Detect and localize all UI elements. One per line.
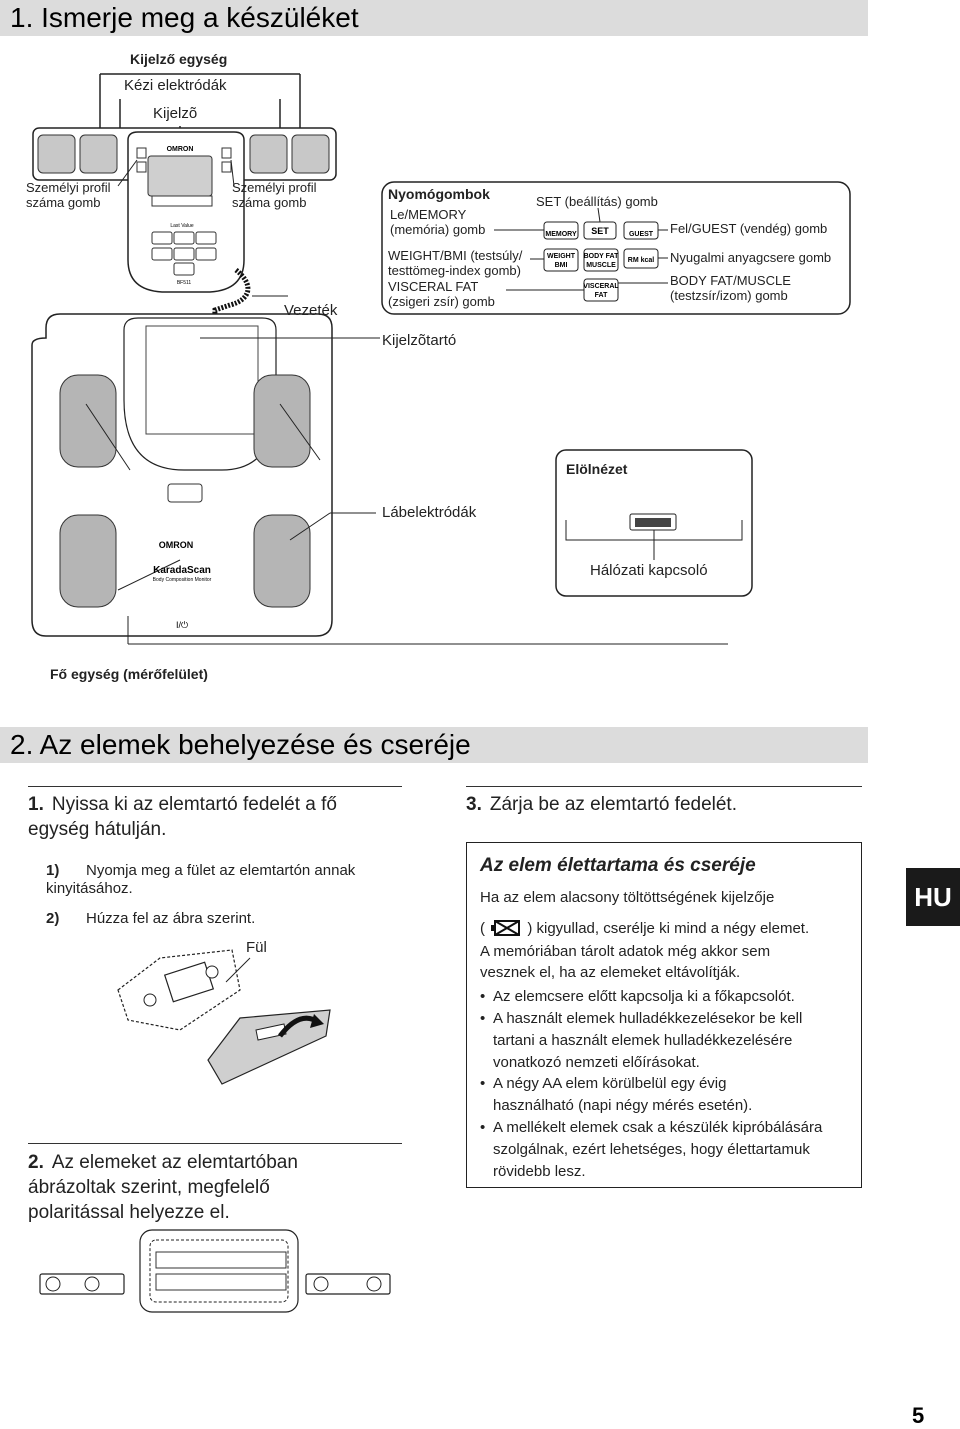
weight-key-text-1: WEIGHT (547, 253, 575, 260)
label-main-unit: Fő egység (mérőfelület) (50, 666, 208, 682)
weight-key-text-2: BMI (554, 262, 568, 269)
info-bullet-2-text: A használt elemek hulladékkezelésekor be kell tartani a használt elemek hulladékkezelésére vonatkozó nemzeti előírásokat. (493, 1010, 803, 1071)
substep-1 (46, 862, 406, 898)
profile-key-1 (137, 148, 146, 158)
low-battery-icon (489, 920, 523, 936)
info-line-2-post: ) kigyullad, cserélje ki mind a négy elemet. (527, 920, 810, 937)
device-brand-small: OMRON (166, 146, 194, 153)
product-sub: Body Composition Monitor (152, 577, 212, 583)
step-3 (466, 792, 862, 817)
label-profile-left: Személyi profil száma gomb (26, 180, 111, 210)
step2-rule (28, 1143, 402, 1144)
info-bullet-2: • A használt elemek hulladékkezelésekor be kell tartani a használt elemek hulladékkezelésére vonatkozó nemzeti előírásokat. (480, 1008, 838, 1074)
unit-btn (174, 248, 194, 260)
section-1-title: 1. Ismerje meg a készüléket (10, 2, 359, 33)
info-line-4: vesznek el, ha az elemeket eltávolítják. (480, 964, 741, 981)
set-key-text: SET (591, 226, 609, 236)
memory-key-text: MEMORY (545, 231, 577, 238)
profile-key-3 (222, 148, 231, 158)
foot-electrode-1 (60, 375, 116, 467)
hand-electrode-right-1 (250, 135, 287, 173)
hand-electrode-left-1 (38, 135, 75, 173)
substep-2 (46, 910, 406, 928)
visceral-key-text-2: FAT (594, 292, 608, 299)
page-number: 5 (912, 1403, 925, 1428)
unit-btn (152, 248, 172, 260)
label-tab: Fül (246, 939, 267, 956)
unit-btn (174, 263, 194, 275)
unit-btn (152, 232, 172, 244)
power-symbol: I/⏻ (175, 620, 189, 630)
battery-info-box (466, 842, 862, 1188)
display-window (168, 484, 202, 502)
profile-key-4 (222, 162, 231, 172)
profile-keys (152, 196, 212, 206)
section-2-header (0, 727, 868, 763)
info-line-2 (480, 920, 809, 937)
front-view-title: Elölnézet (566, 461, 628, 477)
step-1-text: Nyissa ki az elemtartó fedelét a fő egység hátulján. (28, 794, 337, 840)
step-3-number: 3. (466, 794, 482, 815)
label-power-switch: Hálózati kapcsoló (590, 562, 708, 579)
label-rm-button: Nyugalmi anyagcsere gomb (670, 250, 832, 265)
battery-cover-illustration (118, 950, 330, 1084)
profile-key-2 (137, 162, 146, 172)
foot-electrode-3 (60, 515, 116, 607)
info-bullet-4: • A mellékelt elemek csak a készülék kipróbálására szolgálnak, ezért lehetséges, hogy élettartamuk rövidebb lesz. (480, 1117, 838, 1183)
info-bullet-4-text: A mellékelt elemek csak a készülék kipróbálására szolgálnak, ezért lehetséges, hogy élettartamuk rövidebb lesz. (493, 1119, 823, 1180)
label-hand-electrodes: Kézi elektródák (124, 77, 227, 94)
substep-1-number: 1) (46, 862, 60, 879)
substep-2-number: 2) (46, 910, 60, 927)
model-text: BF511 (176, 280, 192, 286)
bodyfat-key-text-1: BODY FAT (583, 253, 619, 260)
step1-rule (28, 786, 402, 787)
hand-electrode-left-2 (80, 135, 117, 173)
label-holder: Kijelzõtartó (382, 332, 457, 349)
language-tab: HU (906, 868, 960, 926)
label-cable: Vezeték (284, 302, 338, 319)
battery-compartment-illustration (40, 1230, 390, 1312)
substep-1-text: Nyomja meg a fület az elemtartón annak kinyitásához. (46, 862, 356, 897)
label-visceral-button: VISCERAL FAT (zsigeri zsír) gomb (388, 279, 495, 309)
label-set-button: SET (beállítás) gomb (536, 194, 658, 209)
label-guest-button: Fel/GUEST (vendég) gomb (670, 221, 828, 236)
label-bodyfat-button: BODY FAT/MUSCLE (testzsír/izom) gomb (670, 273, 791, 303)
step-2 (28, 1150, 368, 1225)
guest-key-text: GUEST (628, 231, 654, 238)
step3-rule (466, 786, 862, 787)
step-3-text: Zárja be az elemtartó fedelét. (489, 794, 737, 815)
buttons-panel-title: Nyomógombok (388, 186, 490, 202)
info-bullet-3: • A négy AA elem körülbelül egy évig használható (napi négy mérés esetén). (480, 1073, 790, 1117)
info-bullet-1-text: Az elemcsere előtt kapcsolja ki a főkapcsolót. (493, 988, 795, 1005)
label-foot-electrodes: Lábelektródák (382, 504, 477, 521)
label-display-unit: Kijelző egység (130, 51, 228, 67)
power-switch (635, 518, 671, 527)
unit-btn (196, 248, 216, 260)
product-name: KaradaScan (153, 565, 211, 576)
info-bullet-3-text: A négy AA elem körülbelül egy évig használható (napi négy mérés esetén). (493, 1075, 753, 1114)
step-1 (28, 792, 388, 842)
device-brand: OMRON (158, 540, 194, 550)
unit-btn (174, 232, 194, 244)
last-value-text: Last Value (170, 223, 194, 229)
display-screen (148, 156, 212, 196)
rm-key-text: RM kcal (627, 257, 655, 264)
foot-electrode-2 (254, 375, 310, 467)
device-diagram (0, 0, 960, 700)
label-memory-button: Le/MEMORY (memória) gomb (390, 207, 486, 237)
info-bullet-1: • Az elemcsere előtt kapcsolja ki a főkapcsolót. (480, 986, 850, 1008)
info-line-1: Ha az elem alacsony töltöttségének kijelzője (480, 889, 775, 906)
step-1-number: 1. (28, 794, 44, 815)
substep-2-text: Húzza fel az ábra szerint. (86, 910, 256, 927)
foot-electrode-4 (254, 515, 310, 607)
step-2-text: Az elemeket az elemtartóban ábrázoltak szerint, megfelelő polaritással helyezze el. (28, 1152, 298, 1223)
section-2-title: 2. Az elemek behelyezése és cseréje (10, 729, 471, 760)
info-line-2-pre: ( (480, 920, 485, 937)
unit-btn (196, 232, 216, 244)
label-weight-button: WEIGHT/BMI (testsúly/ testtömeg-index gomb) (388, 248, 523, 278)
holder-inner (146, 326, 258, 434)
hand-electrode-right-2 (292, 135, 329, 173)
visceral-key-text-1: VISCERAL (583, 283, 619, 290)
bodyfat-key-text-2: MUSCLE (586, 262, 616, 269)
info-line-3: A memóriában tárolt adatok még akkor sem (480, 943, 771, 960)
step-2-number: 2. (28, 1152, 44, 1173)
label-display: Kijelzõ (153, 105, 198, 122)
info-title: Az elem élettartama és cseréje (480, 855, 756, 876)
label-profile-right: Személyi profil száma gomb (232, 180, 317, 210)
